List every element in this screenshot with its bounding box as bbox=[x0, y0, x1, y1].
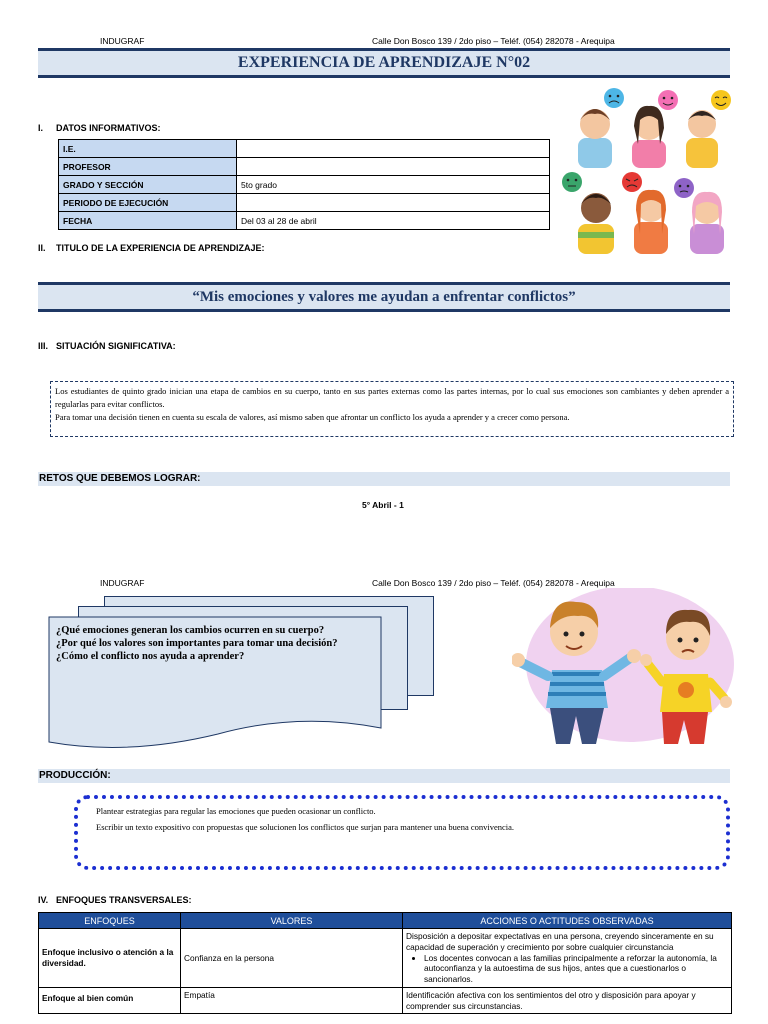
situation-box bbox=[50, 381, 734, 437]
info-label: PERIODO DE EJECUCIÓN bbox=[59, 194, 237, 212]
table-row bbox=[59, 212, 550, 230]
table-row bbox=[59, 158, 550, 176]
document-title-text: EXPERIENCIA DE APRENDIZAJE N°02 bbox=[237, 54, 531, 71]
question-item: ¿Cómo el conflicto nos ayuda a aprender? bbox=[56, 651, 245, 663]
company-address: Calle Don Bosco 139 / 2do piso – Teléf. (054) 282078 - Arequipa bbox=[372, 36, 615, 46]
question-item: ¿Por qué los valores son importantes para tomar una decisión? bbox=[56, 638, 338, 650]
valor-cell: Confianza en la persona bbox=[181, 929, 403, 988]
info-value: Del 03 al 28 de abril bbox=[237, 212, 550, 230]
section-number: I. bbox=[38, 123, 44, 133]
enfoques-table bbox=[38, 912, 732, 1014]
produccion-line: Escribir un texto expositivo con propuestas que solucionen los conflictos que surjan para mantener una buena convivencia. bbox=[96, 822, 515, 833]
section-label: ENFOQUES TRANSVERSALES: bbox=[56, 895, 192, 905]
table-header-row bbox=[39, 913, 732, 929]
info-value bbox=[237, 194, 550, 212]
section-label: TITULO DE LA EXPERIENCIA DE APRENDIZAJE: bbox=[56, 243, 265, 253]
accion-cell bbox=[403, 929, 732, 988]
produccion-box bbox=[74, 795, 730, 870]
section-number: IV. bbox=[38, 895, 49, 905]
section-number: II. bbox=[38, 243, 46, 253]
section-number: III. bbox=[38, 341, 49, 351]
company-address: Calle Don Bosco 139 / 2do piso – Teléf. (054) 282078 - Arequipa bbox=[372, 578, 615, 588]
accion-cell: Identificación afectiva con los sentimientos del otro y disposición para apoyar y comprender sus circunstancias. bbox=[403, 987, 732, 1014]
info-label: PROFESOR bbox=[59, 158, 237, 176]
situation-paragraph: Los estudiantes de quinto grado inician una etapa de cambios en su cuerpo, tanto en sus partes externas como las partes internas, por lo cual sus emociones son cambiantes y deben aprender a regularlas para evitar conflictos. bbox=[55, 386, 729, 410]
table-row bbox=[59, 194, 550, 212]
document-title bbox=[38, 48, 730, 78]
produccion-line: Plantear estrategias para regular las emociones que pueden ocasionar un conflicto. bbox=[96, 806, 376, 816]
accion-list bbox=[424, 953, 728, 985]
info-value bbox=[237, 158, 550, 176]
company-name: INDUGRAF bbox=[100, 36, 145, 46]
info-label: GRADO Y SECCIÓN bbox=[59, 176, 237, 194]
retos-heading bbox=[38, 472, 730, 486]
section-label: DATOS INFORMATIVOS: bbox=[56, 123, 161, 133]
column-header: VALORES bbox=[181, 913, 403, 929]
company-name: INDUGRAF bbox=[100, 578, 145, 588]
question-item: ¿Qué emociones generan los cambios ocurren en su cuerpo? bbox=[56, 625, 325, 636]
enfoque-cell: Enfoque al bien común bbox=[39, 987, 181, 1014]
boys-talking-illustration bbox=[512, 588, 734, 748]
accion-bullet: • Los docentes convocan a las familias principalmente a reforzar la autonomía, la autoconfianza y la autoestima de sus hijos, antes que a cuestionarlos o sancionarlos. bbox=[424, 953, 728, 985]
section-3-heading bbox=[38, 341, 176, 351]
situation-paragraph: Para tomar una decisión tienen en cuenta su escala de valores, así mismo saben que afrontar un conflicto los ayuda a aprender y a crecer como persona. bbox=[55, 412, 570, 423]
children-emotions-illustration bbox=[562, 84, 738, 256]
table-row bbox=[59, 140, 550, 158]
column-header: ACCIONES O ACTITUDES OBSERVADAS bbox=[403, 913, 732, 929]
info-table bbox=[58, 139, 550, 230]
info-label: I.E. bbox=[59, 140, 237, 158]
page-footer: 5° Abril - 1 bbox=[362, 500, 404, 510]
section-1-heading bbox=[38, 123, 161, 133]
section-2-heading bbox=[38, 243, 265, 253]
info-value: 5to grado bbox=[237, 176, 550, 194]
table-row bbox=[39, 929, 732, 988]
experience-title-text: “Mis emociones y valores me ayudan a enfrentar conflictos” bbox=[192, 289, 576, 305]
produccion-heading-text: PRODUCCIÓN: bbox=[39, 770, 111, 781]
info-label: FECHA bbox=[59, 212, 237, 230]
produccion-heading bbox=[38, 769, 730, 783]
experience-title-banner bbox=[38, 282, 730, 312]
valor-cell: Empatía bbox=[181, 987, 403, 1014]
section-4-heading bbox=[38, 895, 192, 905]
table-row bbox=[59, 176, 550, 194]
info-value bbox=[237, 140, 550, 158]
enfoque-cell: Enfoque inclusivo o atención a la diversidad. bbox=[39, 929, 181, 988]
column-header: ENFOQUES bbox=[39, 913, 181, 929]
questions-list bbox=[56, 624, 374, 663]
accion-text: Disposición a depositar expectativas en una persona, creyendo sinceramente en su capacidad de superación y crecimiento por sobre cualquier circunstancia bbox=[406, 931, 714, 952]
retos-heading-text: RETOS QUE DEBEMOS LOGRAR: bbox=[39, 473, 201, 484]
section-label: SITUACIÓN SIGNIFICATIVA: bbox=[56, 341, 176, 351]
table-row bbox=[39, 987, 732, 1014]
